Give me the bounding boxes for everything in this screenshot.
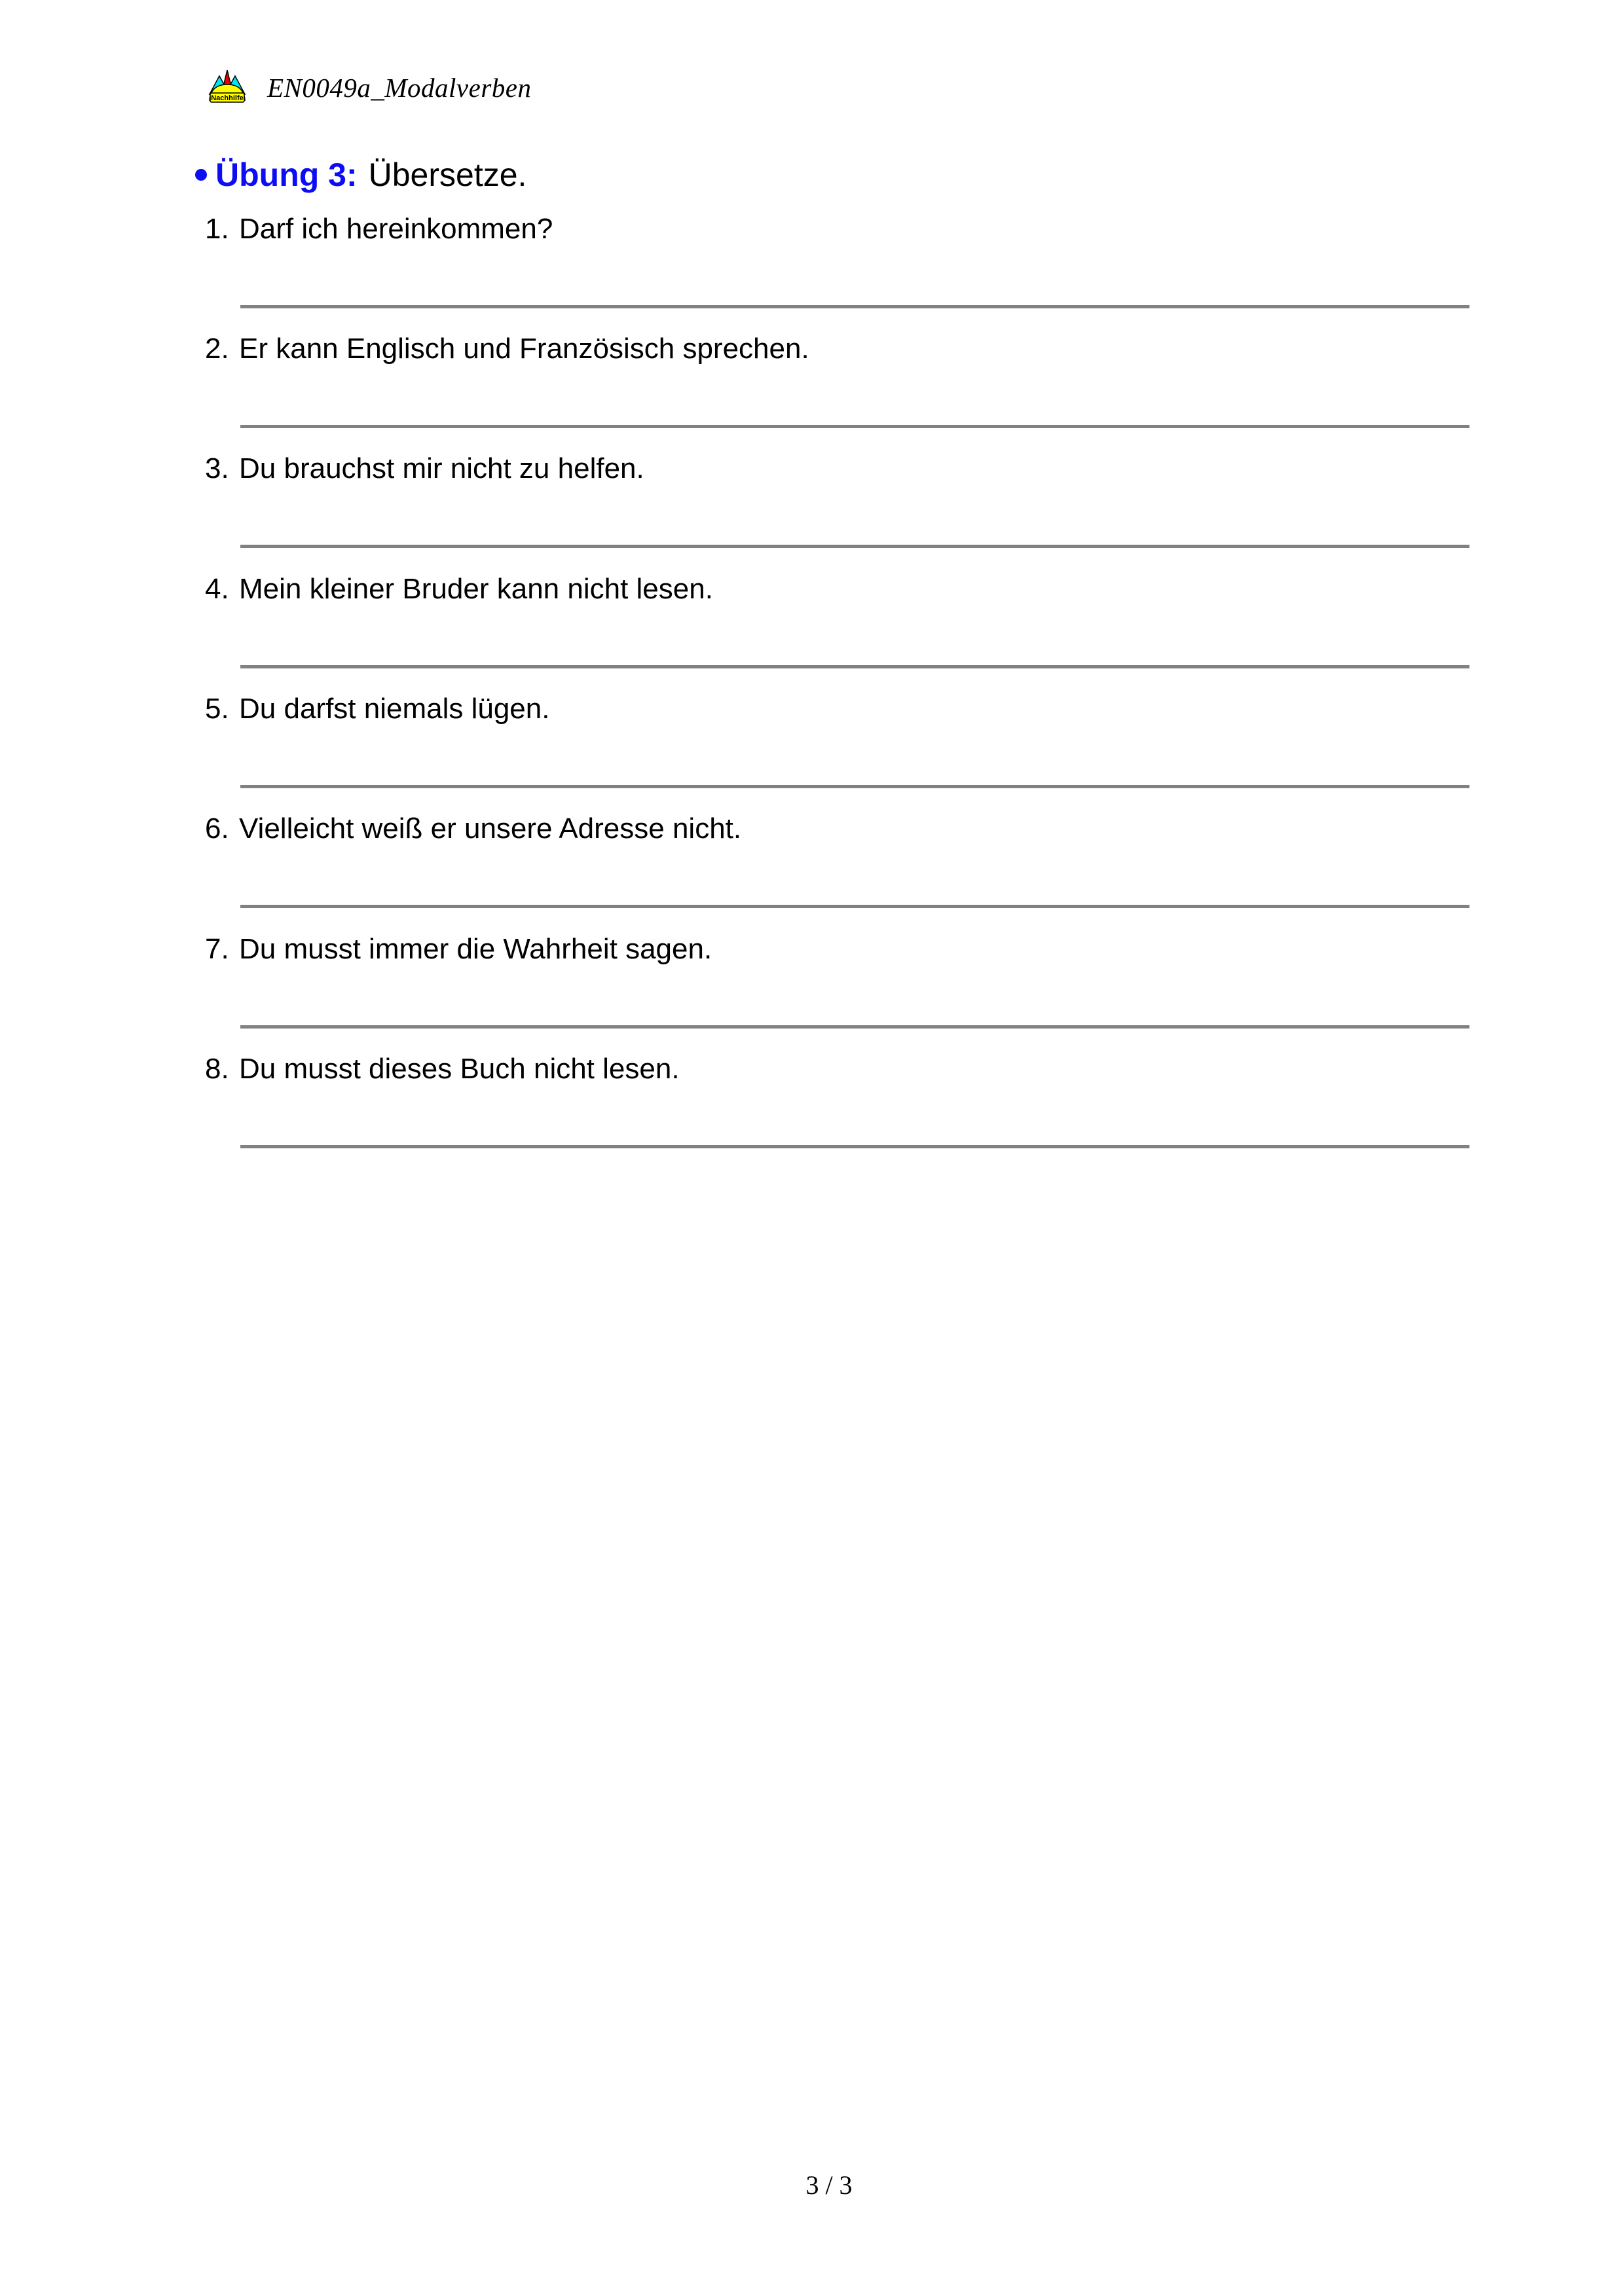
bullet-icon <box>195 169 207 181</box>
item-number: 6. <box>205 812 229 845</box>
answer-line-4 <box>240 665 1469 668</box>
document-title: EN0049a_Modalverben <box>267 73 532 103</box>
answer-line-2 <box>240 425 1469 428</box>
item-sentence: Du musst immer die Wahrheit sagen. <box>239 933 712 965</box>
exercise-label: Übung 3: <box>215 156 358 193</box>
exercise-item-3 <box>205 452 644 485</box>
exercise-instruction: Übersetze. <box>368 156 527 193</box>
answer-line-7 <box>240 1025 1469 1029</box>
item-sentence: Darf ich hereinkommen? <box>239 213 553 245</box>
exercise-item-8 <box>205 1053 680 1085</box>
nachhilfe-logo-icon <box>208 69 246 105</box>
answer-line-1 <box>240 305 1469 308</box>
item-sentence: Mein kleiner Bruder kann nicht lesen. <box>239 573 713 605</box>
item-sentence: Er kann Englisch und Französisch sprechen. <box>239 333 809 365</box>
item-sentence: Vielleicht weiß er unsere Adresse nicht. <box>239 812 742 845</box>
page-header <box>208 67 531 106</box>
exercise-item-2 <box>205 333 809 365</box>
item-number: 1. <box>205 213 229 245</box>
item-sentence: Du brauchst mir nicht zu helfen. <box>239 452 644 484</box>
item-number: 4. <box>205 573 229 605</box>
answer-line-8 <box>240 1145 1469 1148</box>
item-number: 8. <box>205 1053 229 1085</box>
page-number: 3 / 3 <box>805 2170 853 2200</box>
answer-line-6 <box>240 905 1469 908</box>
exercise-item-4 <box>205 573 713 606</box>
exercise-item-6 <box>205 812 741 845</box>
exercise-heading <box>195 156 526 194</box>
logo-text: Nachhilfe <box>211 94 244 102</box>
item-sentence: Du musst dieses Buch nicht lesen. <box>239 1053 680 1085</box>
item-number: 5. <box>205 693 229 725</box>
exercise-item-1 <box>205 213 553 246</box>
answer-line-5 <box>240 785 1469 788</box>
answer-line-3 <box>240 545 1469 548</box>
exercise-item-5 <box>205 693 549 725</box>
item-sentence: Du darfst niemals lügen. <box>239 693 550 725</box>
item-number: 7. <box>205 933 229 965</box>
item-number: 2. <box>205 333 229 365</box>
exercise-item-7 <box>205 933 712 966</box>
item-number: 3. <box>205 452 229 484</box>
